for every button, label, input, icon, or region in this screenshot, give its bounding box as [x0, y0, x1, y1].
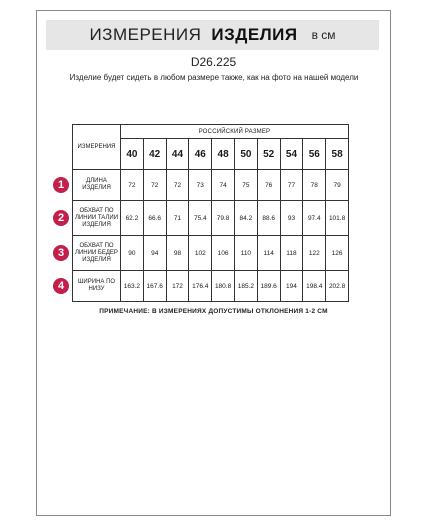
size-header-cell: 42	[143, 139, 166, 170]
measurement-value: 66.6	[143, 201, 166, 236]
measurement-value: 94	[143, 236, 166, 271]
measurement-value: 185.2	[234, 271, 257, 302]
measurement-value: 72	[121, 170, 144, 201]
footnote: ПРИМЕЧАНИЕ: В ИЗМЕРЕНИЯХ ДОПУСТИМЫ ОТКЛОНЕНИЯ 1-2 СМ	[99, 308, 328, 315]
measurement-value: 72	[166, 170, 189, 201]
fit-note: Изделие будет сидеть в любом размере также, как на фото на нашей модели	[69, 73, 359, 82]
size-table-body	[73, 170, 349, 302]
measurement-value: 172	[166, 271, 189, 302]
size-header-cell: 56	[303, 139, 326, 170]
measurement-value: 106	[212, 236, 235, 271]
measurement-value: 102	[189, 236, 212, 271]
measurement-value: 194	[280, 271, 303, 302]
measurement-value: 198.4	[303, 271, 326, 302]
measurement-value: 176.4	[189, 271, 212, 302]
measurement-value: 93	[280, 201, 303, 236]
measurement-value: 167.6	[143, 271, 166, 302]
size-header-cell: 50	[234, 139, 257, 170]
title-word-item: ИЗДЕЛИЯ	[211, 25, 298, 44]
table-row	[73, 236, 349, 271]
size-header-cell: 40	[121, 139, 144, 170]
measurement-value: 74	[212, 170, 235, 201]
measurement-value: 101.8	[326, 201, 349, 236]
measurement-label: ОБХВАТ ПО ЛИНИИ ТАЛИИ ИЗДЕЛИЯ	[73, 201, 121, 236]
title-banner	[46, 20, 379, 50]
measurement-value: 97.4	[303, 201, 326, 236]
table-row	[73, 201, 349, 236]
size-header-cell: 54	[280, 139, 303, 170]
row-number-badge: 4	[53, 278, 69, 294]
measurement-label: ДЛИНА ИЗДЕЛИЯ	[73, 170, 121, 201]
product-code: D26.225	[190, 55, 237, 69]
measurement-value: 79	[326, 170, 349, 201]
size-header-cell: 46	[189, 139, 212, 170]
measurement-value: 110	[234, 236, 257, 271]
measurement-value: 88.6	[257, 201, 280, 236]
measurement-value: 126	[326, 236, 349, 271]
measurement-value: 84.2	[234, 201, 257, 236]
size-header-cell: 44	[166, 139, 189, 170]
measurement-value: 75.4	[189, 201, 212, 236]
measurement-value: 62.2	[121, 201, 144, 236]
size-header-cell: 48	[212, 139, 235, 170]
size-header-cell: 58	[326, 139, 349, 170]
measurement-label: ШИРИНА ПО НИЗУ	[73, 271, 121, 302]
size-system-label: РОССИЙСКИЙ РАЗМЕР	[121, 125, 349, 139]
row-number-badge: 1	[53, 177, 69, 193]
measurement-value: 76	[257, 170, 280, 201]
measurement-value: 163.2	[121, 271, 144, 302]
title-unit: в см	[311, 28, 336, 42]
row-number-badge: 2	[53, 210, 69, 226]
measurement-value: 122	[303, 236, 326, 271]
measurement-value: 72	[143, 170, 166, 201]
size-header-cell: 52	[257, 139, 280, 170]
corner-label: ИЗМЕРЕНИЯ	[73, 125, 121, 170]
measurement-value: 75	[234, 170, 257, 201]
measurement-value: 77	[280, 170, 303, 201]
measurement-value: 180.8	[212, 271, 235, 302]
measurement-value: 90	[121, 236, 144, 271]
table-row	[73, 170, 349, 201]
measurement-label: ОБХВАТ ПО ЛИНИИ БЕДЕР ИЗДЕЛИЯ	[73, 236, 121, 271]
table-row	[73, 271, 349, 302]
title-word-measurements: ИЗМЕРЕНИЯ	[89, 25, 202, 44]
measurement-value: 202.8	[326, 271, 349, 302]
row-number-badge: 3	[53, 245, 69, 261]
measurement-value: 118	[280, 236, 303, 271]
measurement-value: 189.6	[257, 271, 280, 302]
measurement-value: 73	[189, 170, 212, 201]
measurement-value: 71	[166, 201, 189, 236]
measurement-value: 79.8	[212, 201, 235, 236]
size-table	[72, 124, 349, 302]
measurement-value: 78	[303, 170, 326, 201]
measurement-value: 114	[257, 236, 280, 271]
measurement-value: 98	[166, 236, 189, 271]
